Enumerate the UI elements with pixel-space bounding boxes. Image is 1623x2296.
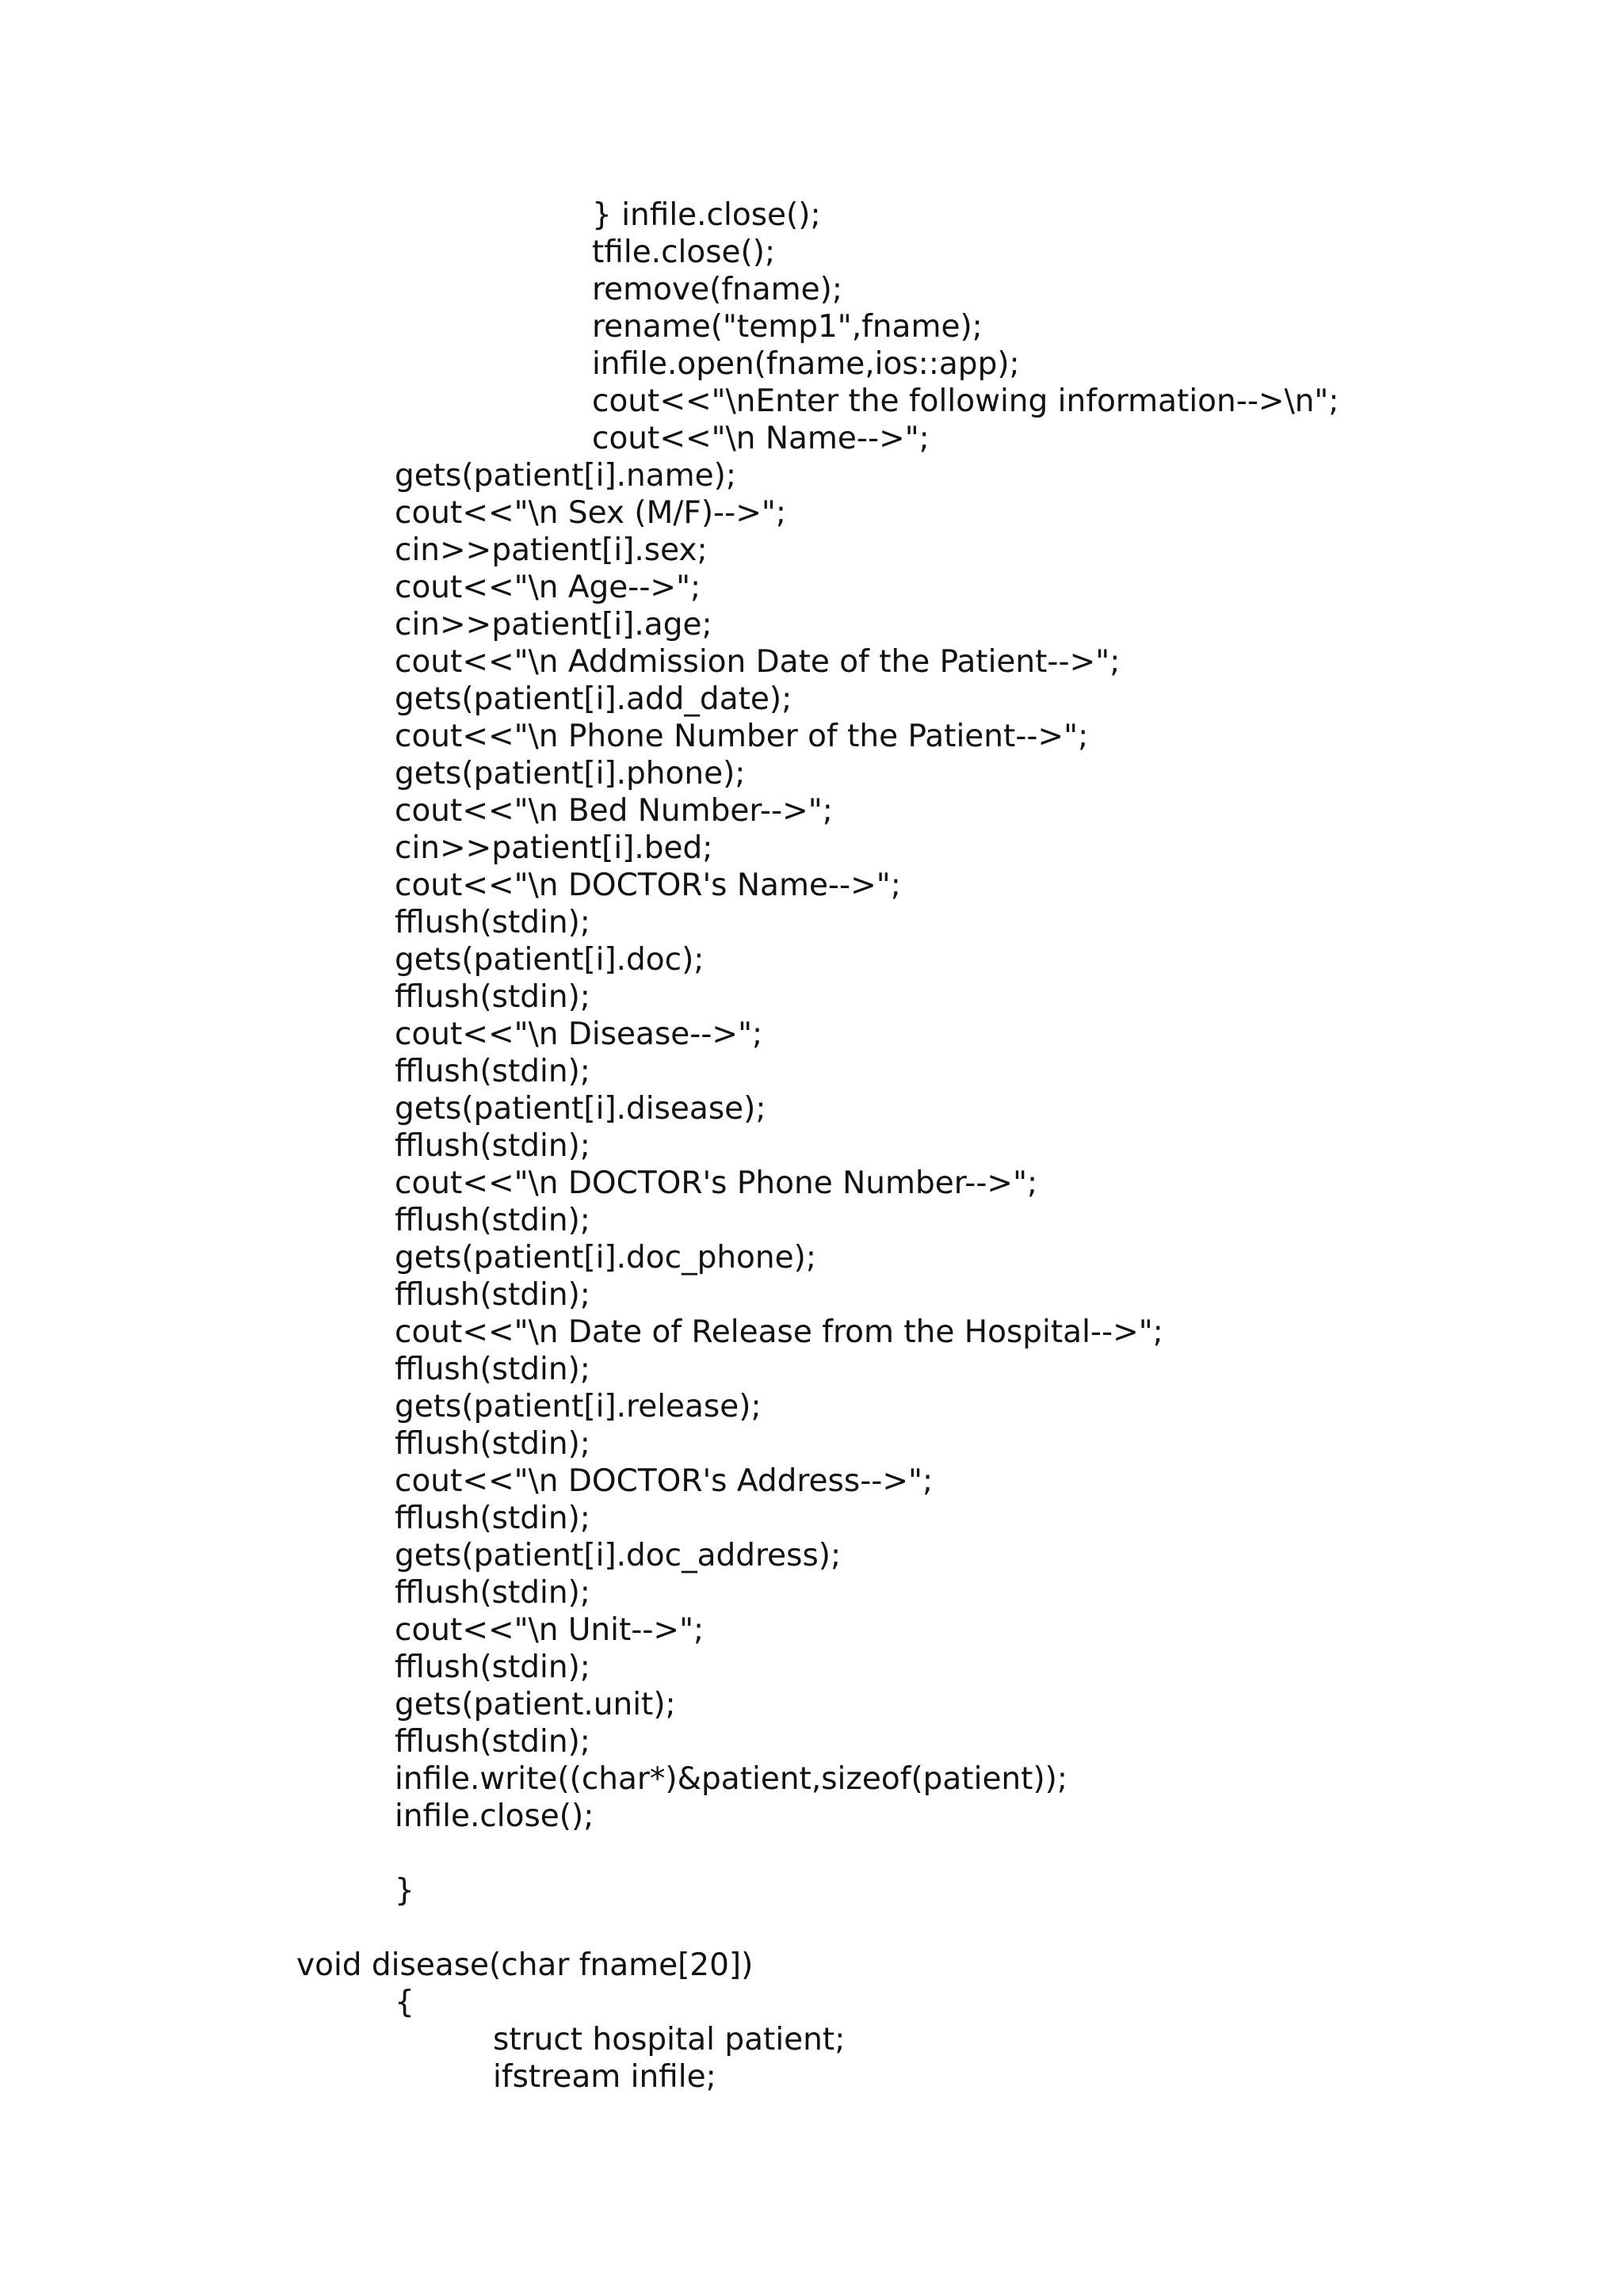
code-line: fflush(stdin);	[395, 1575, 590, 1611]
code-line: cout<<"\n Addmission Date of the Patient-->";	[395, 644, 1121, 680]
code-line: fflush(stdin);	[395, 1277, 590, 1313]
code-line: gets(patient[i].add_date);	[395, 681, 792, 717]
code-line: tfile.close();	[592, 235, 776, 270]
code-line: fflush(stdin);	[395, 1501, 590, 1536]
code-line: gets(patient[i].release);	[395, 1389, 762, 1425]
code-line: fflush(stdin);	[395, 1128, 590, 1164]
code-line: fflush(stdin);	[395, 1054, 590, 1089]
code-line: cout<<"\nEnter the following information-->\n";	[592, 383, 1339, 419]
code-line: gets(patient[i].doc_address);	[395, 1538, 842, 1573]
code-line: cout<<"\n Disease-->";	[395, 1016, 763, 1052]
code-line: struct hospital patient;	[493, 2022, 846, 2058]
code-line: fflush(stdin);	[395, 1650, 590, 1685]
code-line: cout<<"\n DOCTOR's Phone Number-->";	[395, 1165, 1038, 1201]
code-line: gets(patient[i].doc_phone);	[395, 1240, 816, 1276]
function-signature: void disease(char fname[20])	[296, 1947, 754, 1983]
function-open-brace: {	[395, 1985, 414, 2020]
code-line: fflush(stdin);	[395, 905, 590, 940]
code-line: fflush(stdin);	[395, 979, 590, 1015]
code-line: infile.open(fname,ios::app);	[592, 346, 1020, 382]
code-line: gets(patient[i].doc);	[395, 942, 705, 978]
code-line: rename("temp1",fname);	[592, 309, 983, 345]
code-line: cout<<"\n Name-->";	[592, 421, 930, 456]
code-line: cin>>patient[i].age;	[395, 607, 712, 643]
code-line: gets(patient[i].disease);	[395, 1091, 766, 1127]
code-line: cout<<"\n DOCTOR's Name-->";	[395, 868, 901, 903]
code-line: cout<<"\n Sex (M/F)-->";	[395, 495, 786, 531]
code-line: cout<<"\n Age-->";	[395, 570, 701, 605]
code-line: fflush(stdin);	[395, 1426, 590, 1462]
code-line: } infile.close();	[592, 197, 821, 233]
code-line: infile.close();	[395, 1798, 594, 1834]
code-line: cin>>patient[i].sex;	[395, 532, 708, 568]
code-line: fflush(stdin);	[395, 1724, 590, 1760]
code-line: cin>>patient[i].bed;	[395, 830, 713, 866]
code-line: fflush(stdin);	[395, 1203, 590, 1238]
code-line: gets(patient[i].name);	[395, 458, 736, 494]
code-line: cout<<"\n DOCTOR's Address-->";	[395, 1463, 934, 1499]
code-line: infile.write((char*)&patient,sizeof(patient));	[395, 1761, 1068, 1797]
code-line: gets(patient.unit);	[395, 1687, 676, 1722]
code-line: cout<<"\n Phone Number of the Patient-->";	[395, 719, 1089, 754]
code-line: ifstream infile;	[493, 2059, 716, 2095]
code-line: cout<<"\n Unit-->";	[395, 1612, 705, 1648]
code-line: remove(fname);	[592, 272, 842, 307]
code-line: cout<<"\n Bed Number-->";	[395, 793, 833, 829]
code-line: cout<<"\n Date of Release from the Hospital-->";	[395, 1314, 1163, 1350]
closing-brace: }	[395, 1873, 414, 1909]
code-line: fflush(stdin);	[395, 1352, 590, 1387]
code-line: gets(patient[i].phone);	[395, 756, 746, 791]
